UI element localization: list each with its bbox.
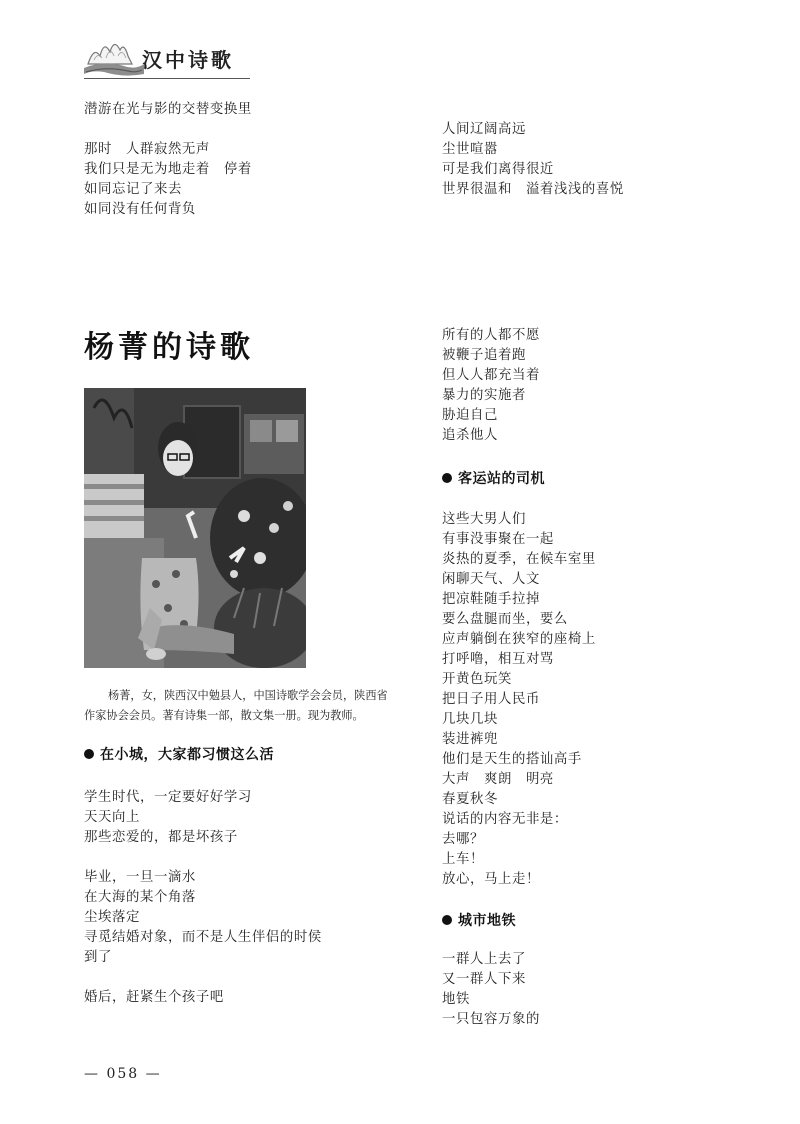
poem-title [84,744,274,764]
poem-line: 这些大男人们 [442,512,526,527]
section-title: 汉中诗歌 [142,48,234,72]
poem-line: 一群人上去了 [442,952,526,967]
poem-line: 追杀他人 [442,428,498,443]
poem2-body [442,510,596,890]
section-header [84,34,252,82]
poem-line: 几块几块 [442,712,498,727]
poem-line: 我们只是无为地走着 停着 [84,162,252,177]
poem-line: 把凉鞋随手拉掉 [442,592,540,607]
poet-section-title: 杨菁的诗歌 [84,330,254,365]
poem-line: 到了 [84,950,112,965]
poem-line: 可是我们离得很近 [442,162,554,177]
poem-line: 春夏秋冬 [442,792,498,807]
previous-poem-right-column [442,120,624,200]
poem-line: 天天向上 [84,810,140,825]
poem3-body [442,950,540,1030]
poem-line: 一只包容万象的 [442,1012,540,1027]
poem-title [442,910,516,930]
poem1-continuation [442,326,540,446]
poem1-body [84,788,322,1008]
header-rule [84,78,250,79]
previous-poem-left-column [84,100,252,220]
bio-line: 作家协会会员。著有诗集一部，散文集一册。现为教师。 [84,709,364,722]
poet-photo [84,388,306,668]
mountain-logo-icon [84,34,144,78]
poem-line: 他们是天生的搭讪高手 [442,752,582,767]
poem-line: 婚后，赶紧生个孩子吧 [84,990,224,1005]
poem-line: 又一群人下来 [442,972,526,987]
poem-line: 闲聊天气、人文 [442,572,540,587]
page-number: — 058 — [84,1066,162,1082]
poem-line: 被鞭子追着跑 [442,348,526,363]
stanza-break [84,968,322,988]
poem-line: 暴力的实施者 [442,388,526,403]
poem-line: 人间辽阔高远 [442,122,526,137]
poem-line: 上车！ [442,852,484,867]
poem-line: 寻觅结婚对象，而不是人生伴侣的时侯 [84,930,322,945]
poem-line: 胁迫自己 [442,408,498,423]
poem-line: 开黄色玩笑 [442,672,512,687]
poet-bio [84,686,414,726]
poem-line: 打呼噜，相互对骂 [442,652,554,667]
poem-line: 尘埃落定 [84,910,140,925]
poem-title-text: 客运站的司机 [458,471,545,487]
poem-line: 地铁 [442,992,470,1007]
poem-line: 那时 人群寂然无声 [84,142,210,157]
poem-line: 要么盘腿而坐，要么 [442,612,568,627]
poem-line: 如同忘记了来去 [84,182,182,197]
poem-line: 有事没事聚在一起 [442,532,554,547]
poem-title-text: 在小城，大家都习惯这么活 [100,747,274,763]
poem-line: 如同没有任何背负 [84,202,196,217]
poem-title-text: 城市地铁 [458,913,516,929]
poem-line: 潜游在光与影的交替变换里 [84,102,252,117]
poem-line: 毕业，一旦一滴水 [84,870,196,885]
stanza-break [84,848,322,868]
poem-line: 尘世喧嚣 [442,142,498,157]
bio-line: 杨菁，女，陕西汉中勉县人，中国诗歌学会会员，陕西省 [108,689,388,702]
poem-line: 在大海的某个角落 [84,890,196,905]
poem-line: 炎热的夏季，在候车室里 [442,552,596,567]
poem-line: 学生时代，一定要好好学习 [84,790,252,805]
poem-line: 那些恋爱的，都是坏孩子 [84,830,238,845]
poem-line: 应声躺倒在狭窄的座椅上 [442,632,596,647]
poem-line: 去哪？ [442,832,484,847]
poem-line: 把日子用人民币 [442,692,540,707]
poem-line: 世界很温和 溢着浅浅的喜悦 [442,182,624,197]
poem-title [442,468,545,488]
bullet-icon [84,749,94,759]
poem-line: 装进裤兜 [442,732,498,747]
poem-line: 所有的人都不愿 [442,328,540,343]
poem-line: 放心，马上走！ [442,872,540,887]
bullet-icon [442,915,452,925]
poem-line: 说话的内容无非是： [442,812,568,827]
stanza-break [84,120,252,140]
bullet-icon [442,473,452,483]
poem-line: 大声 爽朗 明亮 [442,772,554,787]
poem-line: 但人人都充当着 [442,368,540,383]
